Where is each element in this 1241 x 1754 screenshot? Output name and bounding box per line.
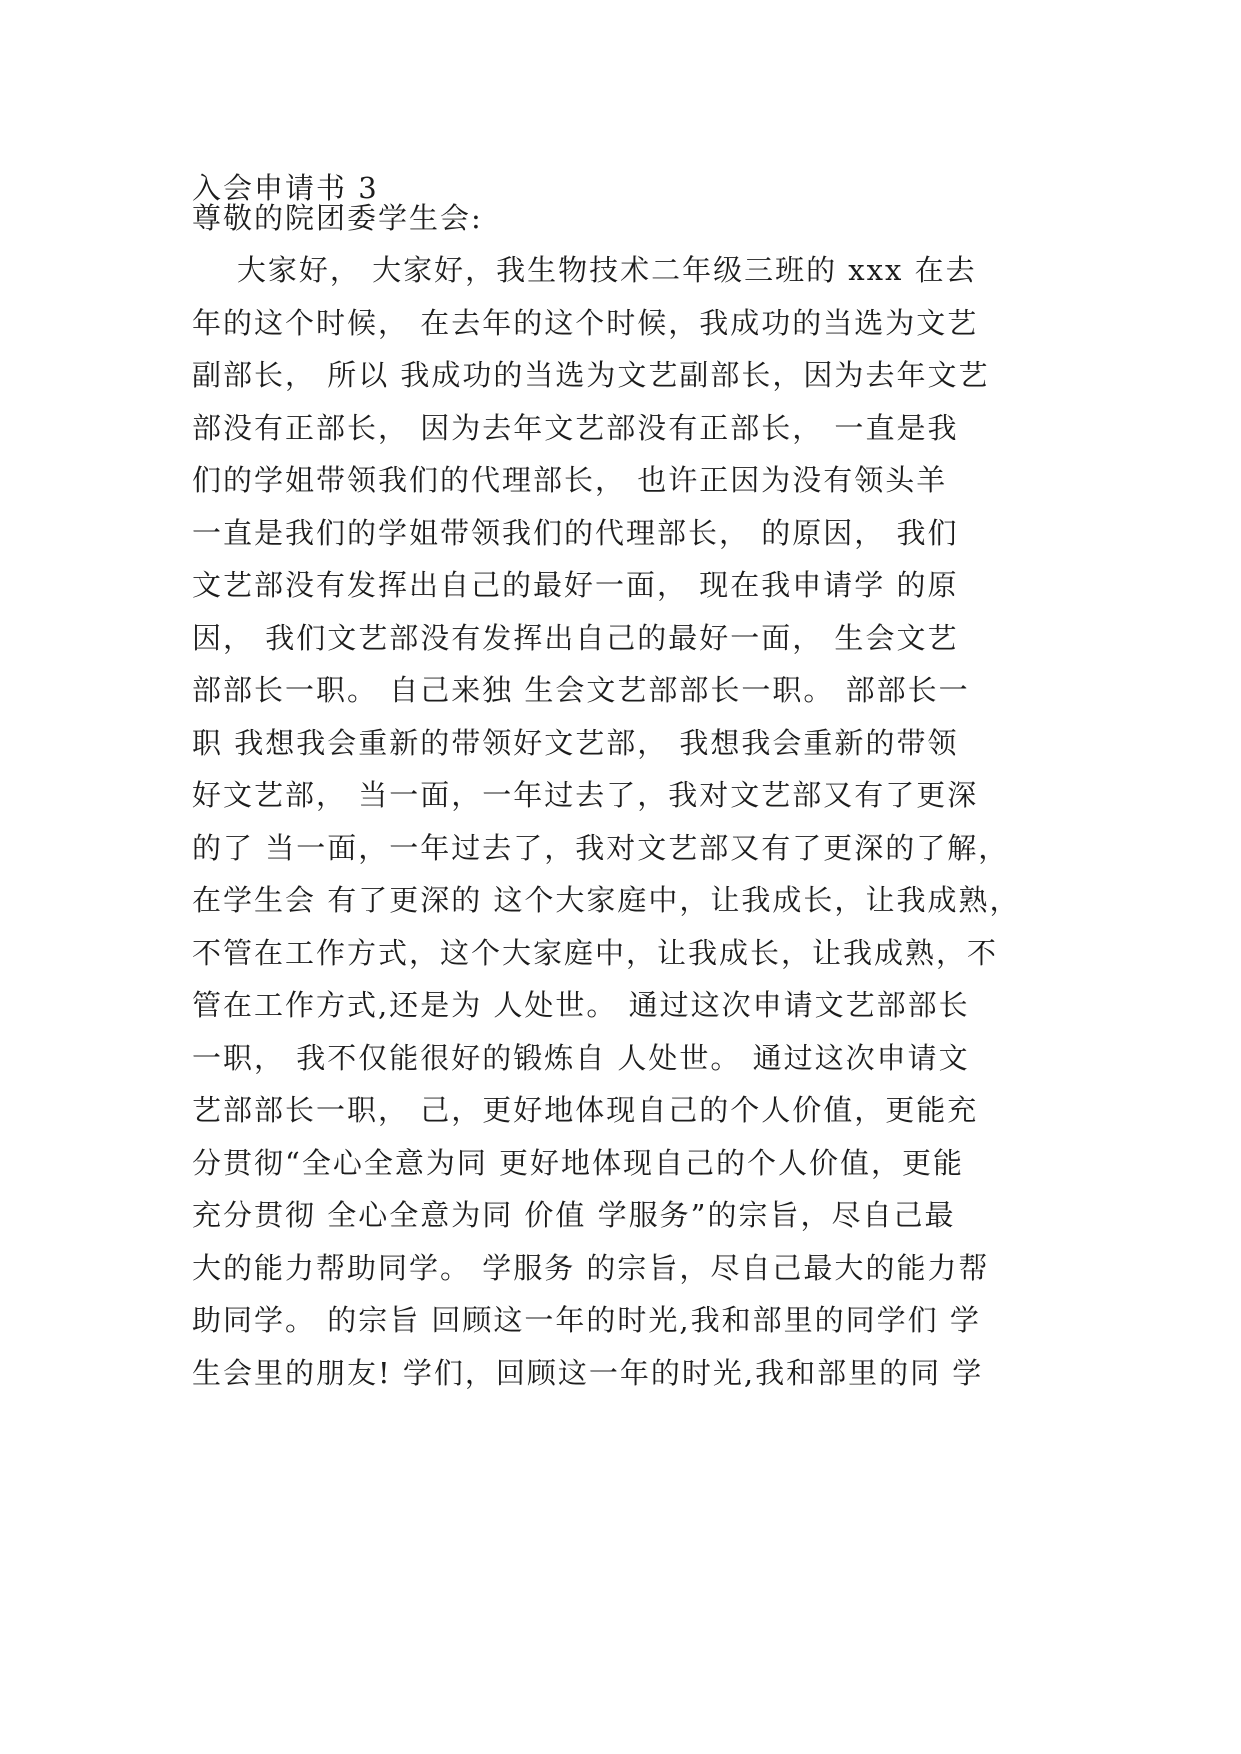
body-line: 充分贯彻 全心全意为同 价值 学服务”的宗旨，尽自己最 xyxy=(192,1198,956,1232)
body-line: 不管在工作方式，这个大家庭中，让我成长，让我成熟，不 xyxy=(192,935,999,970)
body-line: 分贯彻“全心全意为同 更好地体现自己的个人价值，更能 xyxy=(192,1145,965,1180)
body-line: 在学生会 有了更深的 这个大家庭中，让我成长，让我成熟， xyxy=(192,883,1021,917)
salutation: 尊敬的院团委学生会: xyxy=(192,201,483,235)
body-line: 文艺部没有发挥出自己的最好一面， 现在我申请学 的原 xyxy=(192,568,959,602)
body-line: 职 我想我会重新的带领好文艺部， 我想我会重新的带领 xyxy=(192,725,959,760)
body-line: 管在工作方式,还是为 人处世。 通过这次申请文艺部部长 xyxy=(192,988,970,1022)
body-line: 艺部部长一职， 己，更好地体现自己的个人价值，更能充 xyxy=(192,1093,979,1127)
body-line: 一直是我们的学姐带领我们的代理部长， 的原因， 我们 xyxy=(192,515,959,550)
body-line: 年的这个时候， 在去年的这个时候，我成功的当选为文艺 xyxy=(192,305,979,340)
body-line: 大家好， 大家好，我生物技术二年级三班的 xxx 在去 xyxy=(192,253,977,287)
body-line: 好文艺部， 当一面，一年过去了，我对文艺部又有了更深 xyxy=(192,778,979,812)
body-line: 们的学姐带领我们的代理部长， 也许正因为没有领头羊 xyxy=(192,463,948,497)
body-line: 生会里的朋友! 学们，回顾这一年的时光,我和部里的同 学 xyxy=(192,1355,984,1390)
body-line: 副部长， 所以 我成功的当选为文艺副部长，因为去年文艺 xyxy=(192,358,990,392)
body-line: 因， 我们文艺部没有发挥出自己的最好一面， 生会文艺 xyxy=(192,620,959,655)
body-line: 的了 当一面，一年过去了，我对文艺部又有了更深的了解， xyxy=(192,830,1010,865)
document-title: 入会申请书 3 xyxy=(192,171,379,205)
body-line: 大的能力帮助同学。 学服务 的宗旨，尽自己最大的能力帮 xyxy=(192,1250,990,1285)
body-line: 助同学。 的宗旨 回顾这一年的时光,我和部里的同学们 学 xyxy=(192,1303,981,1337)
body-line: 部没有正部长， 因为去年文艺部没有正部长， 一直是我 xyxy=(192,410,959,445)
body-line: 部部长一职。 自己来独 生会文艺部部长一职。 部部长一 xyxy=(192,673,970,707)
body-line: 一职， 我不仅能很好的锻炼自 人处世。 通过这次申请文 xyxy=(192,1040,970,1075)
